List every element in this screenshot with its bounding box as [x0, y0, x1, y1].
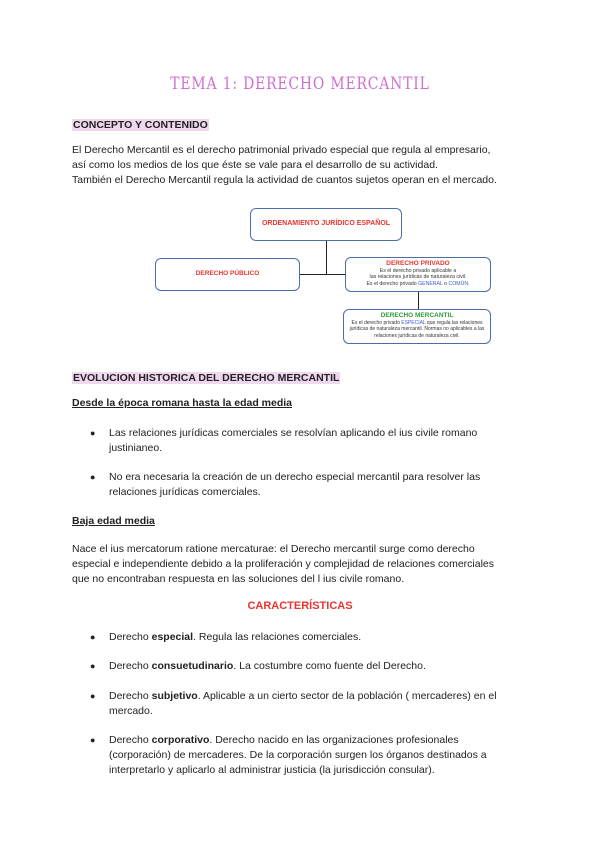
connector-line: [418, 291, 419, 309]
subheading-epoca-romana: Desde la época romana hasta la edad media: [72, 397, 293, 409]
list-item-text: Derecho especial. Regula las relaciones comerciales.: [109, 631, 362, 643]
paragraph-line: así como los medios de los que éste se vale para el desarrollo de su actividad.: [72, 159, 438, 171]
diagram-privado-box: [345, 257, 491, 292]
diagram-root-label: ORDENAMIENTO JURÍDICO ESPAÑOL: [261, 220, 391, 227]
paragraph-line: que no encontraban respuesta en las soluciones del l ius civile romano.: [72, 573, 405, 585]
bullet-icon: ●: [90, 735, 96, 745]
list-item-text: Las relaciones jurídicas comerciales se resolvían aplicando el ius civile romano: [109, 427, 478, 439]
list-item-text: justinianeo.: [109, 442, 163, 454]
diagram-mercantil-line: relaciones jurídicas de naturaleza civil.: [374, 332, 460, 339]
list-item-text: mercado.: [109, 705, 153, 717]
diagram-privado-line: Es el derecho privado GENERAL o COMÚN.: [366, 280, 470, 287]
list-item-text: Derecho subjetivo. Aplicable a un cierto sector de la población ( mercaderes) en el: [109, 690, 497, 702]
diagram-publico-box: [155, 258, 300, 291]
list-item-text: Derecho corporativo. Derecho nacido en las organizaciones profesionales: [109, 734, 459, 746]
subheading-baja-edad-media: Baja edad media: [72, 515, 155, 527]
connector-line: [300, 274, 348, 275]
section-heading-evolucion: [72, 368, 340, 386]
page-title: TEMA 1: DERECHO MERCANTIL: [170, 74, 430, 94]
diagram-mercantil-line: jurídicas de naturaleza mercantil. Normas no aplicables a las: [349, 326, 485, 333]
list-item-text: No era necesaria la creación de un derecho especial mercantil para resolver las: [109, 471, 481, 483]
diagram-mercantil-box: [343, 309, 491, 344]
diagram-mercantil-line: Es el derecho privado ESPECIAL que regula las relaciones: [351, 319, 483, 326]
bullet-icon: ●: [90, 472, 96, 482]
list-item-text: Derecho consuetudinario. La costumbre como fuente del Derecho.: [109, 660, 426, 672]
diagram-privado-line: las relaciones jurídicas de naturaleza civil.: [369, 274, 467, 281]
list-item-text: (corporación) de mercaderes. De la corporación surgen los órganos destinados a: [109, 749, 487, 761]
section-heading-concepto: [72, 115, 209, 133]
concepto-paragraph: [72, 143, 542, 188]
bullet-icon: ●: [90, 661, 96, 671]
baja-edad-paragraph: [72, 542, 542, 587]
bullet-icon: ●: [90, 632, 96, 642]
diagram-privado-title: DERECHO PRIVADO: [386, 260, 450, 267]
list-item: [90, 630, 530, 646]
bullet-icon: ●: [90, 428, 96, 438]
diagram-mercantil-title: DERECHO MERCANTIL: [380, 312, 454, 319]
list-item: [90, 733, 530, 781]
diagram-root-box: [250, 208, 402, 241]
bullet-icon: ●: [90, 691, 96, 701]
paragraph-line: También el Derecho Mercantil regula la actividad de cuantos sujetos operan en el mercado.: [72, 174, 497, 186]
paragraph-line: El Derecho Mercantil es el derecho patrimonial privado especial que regula al empresario,: [72, 144, 491, 156]
paragraph-line: Nace el ius mercatorum ratione mercaturae: el Derecho mercantil surge como derecho: [72, 543, 475, 555]
section-heading-text: EVOLUCION HISTORICA DEL DERECHO MERCANTIL: [73, 372, 340, 384]
list-item-text: relaciones jurídicas comerciales.: [109, 486, 261, 498]
diagram-privado-line: Es el derecho privado aplicable a: [379, 267, 457, 274]
section-heading-text: CONCEPTO Y CONTENIDO: [73, 119, 208, 131]
paragraph-line: especial e independiente debido a la proliferación y complejidad de relaciones comerciales: [72, 558, 495, 570]
diagram-publico-label: DERECHO PÚBLICO: [195, 270, 260, 277]
list-item-text: interpretarlo y aplicarlo al administrar justicia (la jurisdicción consular).: [109, 764, 435, 776]
list-item: [90, 470, 530, 502]
list-item: [90, 426, 530, 458]
caracteristicas-heading: CARACTERÍSTICAS: [247, 600, 353, 612]
list-item: [90, 659, 530, 675]
list-item: [90, 689, 530, 721]
connector-line: [326, 241, 327, 275]
